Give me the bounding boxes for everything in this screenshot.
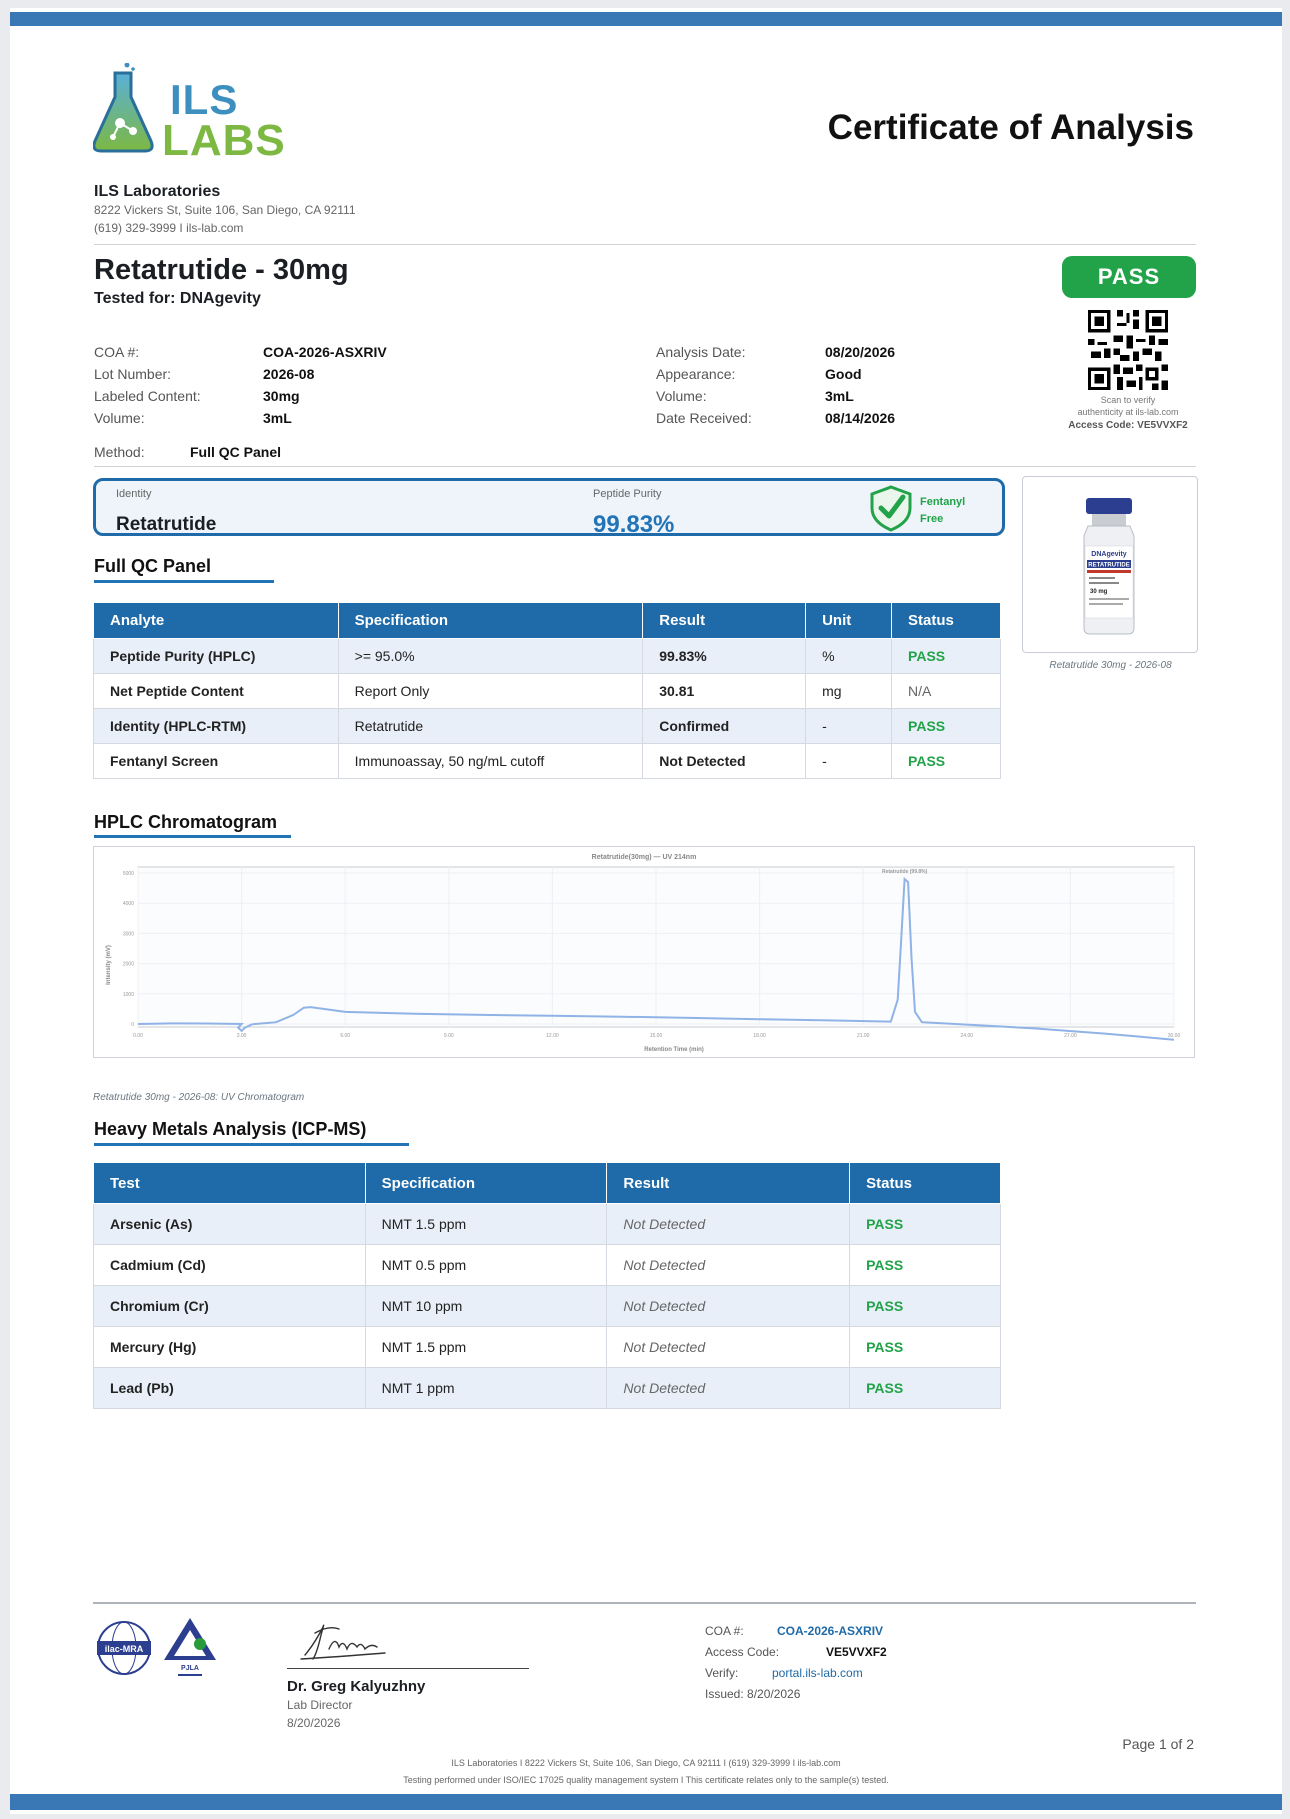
result-cell: 30.81 (643, 674, 806, 709)
coa-number: COA-2026-ASXRIV (263, 344, 387, 360)
qr-note: Scan to verify authenticity at ils-lab.com (1077, 395, 1179, 417)
hplc-underline (94, 835, 291, 838)
status-cell: PASS (892, 639, 1001, 674)
issued-date: Issued: 8/20/2026 (705, 1687, 801, 1701)
volume-right: 3mL (825, 388, 854, 404)
qc-panel-title: Full QC Panel (94, 556, 212, 576)
verify-link[interactable]: portal.ils-lab.com (772, 1666, 863, 1680)
column-header: Result (643, 603, 806, 639)
footer-divider (93, 1602, 1196, 1604)
table-row (94, 709, 1001, 744)
identity-label: Identity (116, 488, 152, 500)
status-cell: PASS (850, 1286, 1001, 1327)
chart-xlabel: Retention Time (min) (644, 1047, 704, 1053)
result-cell: Not Detected (607, 1286, 850, 1327)
table-row (94, 1204, 1001, 1245)
spec-cell: Report Only (338, 674, 643, 709)
footer-access-value: VE5VVXF2 (826, 1645, 887, 1659)
x-tick-label: 24.00 (960, 1033, 974, 1039)
test-cell: Chromium (Cr) (94, 1286, 366, 1327)
column-header: Unit (806, 603, 892, 639)
method-value: Full QC Panel (190, 444, 282, 460)
table-row (94, 744, 1001, 779)
lab-address: 8222 Vickers St, Suite 106, San Diego, CA 92111 (94, 203, 356, 217)
test-cell: Cadmium (Cd) (94, 1245, 366, 1286)
status-cell: PASS (850, 1245, 1001, 1286)
hplc-chart (94, 847, 1194, 1057)
y-tick-label: 5000 (122, 871, 134, 878)
bottom-accent-bar (10, 1794, 1282, 1810)
pjla-logo-icon (160, 1614, 220, 1684)
lab-contact: (619) 329-3999 I ils-lab.com (94, 221, 244, 235)
test-cell: Mercury (Hg) (94, 1327, 366, 1368)
x-tick-label: 6.00 (340, 1033, 351, 1039)
meta-divider (94, 466, 1196, 467)
column-header: Specification (365, 1163, 607, 1204)
table-header-row (94, 603, 1001, 639)
spec-cell: >= 95.0% (338, 639, 643, 674)
qr-code-icon[interactable] (1088, 310, 1168, 390)
meta-label: Volume: (656, 388, 707, 404)
table-row (94, 1286, 1001, 1327)
shield-check-icon (868, 484, 914, 532)
result-cell: 99.83% (643, 639, 806, 674)
svg-text:RETATRUTIDE: RETATRUTIDE (1088, 562, 1130, 569)
certificate-page (10, 8, 1282, 1814)
x-tick-label: 9.00 (443, 1033, 454, 1039)
y-tick-label: 3000 (122, 931, 134, 938)
analyte-cell: Identity (HPLC-RTM) (94, 709, 339, 744)
x-tick-label: 30.00 (1167, 1033, 1181, 1039)
x-tick-label: 21.00 (856, 1033, 870, 1039)
purity-value: 99.83% (593, 511, 675, 538)
footer-verify-label: Verify: (705, 1666, 739, 1680)
y-tick-label: 2000 (122, 961, 134, 968)
table-row (94, 1368, 1001, 1409)
analyte-cell: Fentanyl Screen (94, 744, 339, 779)
analyte-cell: Net Peptide Content (94, 674, 339, 709)
spec-cell: NMT 1.5 ppm (365, 1204, 607, 1245)
result-cell: Confirmed (643, 709, 806, 744)
chart-title: Retatrutide(30mg) — UV 214nm (591, 854, 697, 861)
date-received: 08/14/2026 (825, 410, 896, 426)
hplc-chart-frame (93, 846, 1195, 1058)
unit-cell: - (806, 709, 892, 744)
x-tick-label: 12.00 (546, 1033, 559, 1039)
meta-label: Volume: (94, 410, 145, 426)
hplc-title: HPLC Chromatogram (94, 812, 278, 832)
meta-label: Appearance: (656, 366, 736, 382)
metals-underline (94, 1143, 409, 1146)
vial-image (1078, 496, 1140, 636)
svg-text:DNAgevity: DNAgevity (1091, 551, 1127, 558)
lot-number: 2026-08 (263, 366, 315, 382)
svg-text:PJLA: PJLA (181, 1665, 199, 1672)
page-number: Page 1 of 2 (1122, 1736, 1194, 1752)
test-cell: Lead (Pb) (94, 1368, 366, 1409)
column-header: Status (850, 1163, 1001, 1204)
x-tick-label: 15.00 (649, 1033, 663, 1039)
column-header: Result (607, 1163, 850, 1204)
appearance: Good (825, 366, 862, 382)
status-cell: PASS (892, 744, 1001, 779)
column-header: Test (94, 1163, 366, 1204)
spec-cell: NMT 1 ppm (365, 1368, 607, 1409)
spec-cell: NMT 1.5 ppm (365, 1327, 607, 1368)
metals-title: Heavy Metals Analysis (ICP-MS) (94, 1119, 367, 1139)
footer-coa-label: COA #: (705, 1624, 744, 1638)
lab-name: ILS Laboratories (94, 183, 221, 200)
header-divider (94, 244, 1196, 245)
spec-cell: NMT 0.5 ppm (365, 1245, 607, 1286)
unit-cell: mg (806, 674, 892, 709)
table-row (94, 1245, 1001, 1286)
volume: 3mL (263, 410, 292, 426)
product-title: Retatrutide - 30mg (94, 254, 349, 286)
heavy-metals-table (93, 1162, 1001, 1409)
x-tick-label: 27.00 (1064, 1033, 1077, 1039)
logo-text-ils: ILS (170, 76, 239, 123)
y-tick-label: 1000 (122, 991, 134, 998)
meta-label: Lot Number: (94, 366, 172, 382)
status-cell: PASS (850, 1204, 1001, 1245)
status-cell: N/A (892, 674, 1001, 709)
footer-access-label: Access Code: (705, 1645, 780, 1659)
tested-for: Tested for: DNAgevity (94, 290, 261, 307)
meta-label: Analysis Date: (656, 344, 746, 360)
analyte-cell: Peptide Purity (HPLC) (94, 639, 339, 674)
status-cell: PASS (850, 1368, 1001, 1409)
column-header: Analyte (94, 603, 339, 639)
result-cell: Not Detected (607, 1327, 850, 1368)
status-cell: PASS (892, 709, 1001, 744)
ilac-mra-seal-icon (93, 1620, 155, 1676)
meta-label: Date Received: (656, 410, 752, 426)
result-cell: Not Detected (607, 1368, 850, 1409)
footer-coa-value: COA-2026-ASXRIV (777, 1624, 884, 1638)
status-cell: PASS (850, 1327, 1001, 1368)
chart-ylabel: Intensity (mV) (106, 945, 112, 985)
peak-label: Retatrutide (99.8%) (881, 869, 928, 876)
qc-panel-underline (94, 580, 274, 583)
y-tick-label: 0 (131, 1021, 134, 1028)
svg-text:ilac-MRA: ilac-MRA (104, 1644, 144, 1654)
y-tick-label: 4000 (122, 901, 134, 908)
unit-cell: - (806, 744, 892, 779)
test-cell: Arsenic (As) (94, 1204, 366, 1245)
footer-lab-info: ILS Laboratories I 8222 Vickers St, Suite 106, San Diego, CA 92111 I (619) 329-3999 I ils-lab.com (451, 1758, 841, 1768)
svg-text:30 mg: 30 mg (1090, 589, 1108, 595)
qc-panel-table (93, 602, 1001, 779)
footer-disclaimer: Testing performed under ISO/IEC 17025 quality management system I This certificate relates only to the sample(s) tested. (403, 1775, 889, 1785)
chart-caption: Retatrutide 30mg - 2026-08: UV Chromatogram (93, 1092, 305, 1103)
table-row (94, 639, 1001, 674)
table-header-row (94, 1163, 1001, 1204)
method-label: Method: (94, 444, 145, 460)
labeled-content: 30mg (263, 388, 300, 404)
table-row (94, 674, 1001, 709)
signature-date: 8/20/2026 (287, 1716, 341, 1730)
top-accent-bar (10, 12, 1282, 26)
column-header: Specification (338, 603, 643, 639)
vial-caption: Retatrutide 30mg - 2026-08 (1049, 660, 1172, 671)
analysis-date: 08/20/2026 (825, 344, 896, 360)
x-tick-label: 0.00 (133, 1033, 143, 1039)
purity-label: Peptide Purity (593, 488, 662, 500)
result-cell: Not Detected (643, 744, 806, 779)
access-code: Access Code: VE5VVXF2 (1068, 420, 1188, 431)
unit-cell: % (806, 639, 892, 674)
result-cell: Not Detected (607, 1245, 850, 1286)
signatory-name: Dr. Greg Kalyuzhny (287, 1678, 426, 1695)
meta-label: Labeled Content: (94, 388, 201, 404)
spec-cell: Retatrutide (338, 709, 643, 744)
spec-cell: NMT 10 ppm (365, 1286, 607, 1327)
x-tick-label: 3.00 (236, 1033, 247, 1039)
table-row (94, 1327, 1001, 1368)
column-header: Status (892, 603, 1001, 639)
document-title: Certificate of Analysis (827, 108, 1194, 147)
fentanyl-free-label: Fentanyl Free (920, 496, 966, 525)
spec-cell: Immunoassay, 50 ng/mL cutoff (338, 744, 643, 779)
identity-value: Retatrutide (116, 514, 217, 535)
signature-line (287, 1668, 529, 1669)
logo-text-labs: LABS (162, 116, 286, 165)
signatory-role: Lab Director (287, 1698, 353, 1712)
signature-image (295, 1613, 405, 1667)
result-cell: Not Detected (607, 1204, 850, 1245)
x-tick-label: 18.00 (753, 1033, 766, 1039)
meta-label: COA #: (94, 344, 140, 360)
status-badge: PASS (1062, 256, 1196, 298)
